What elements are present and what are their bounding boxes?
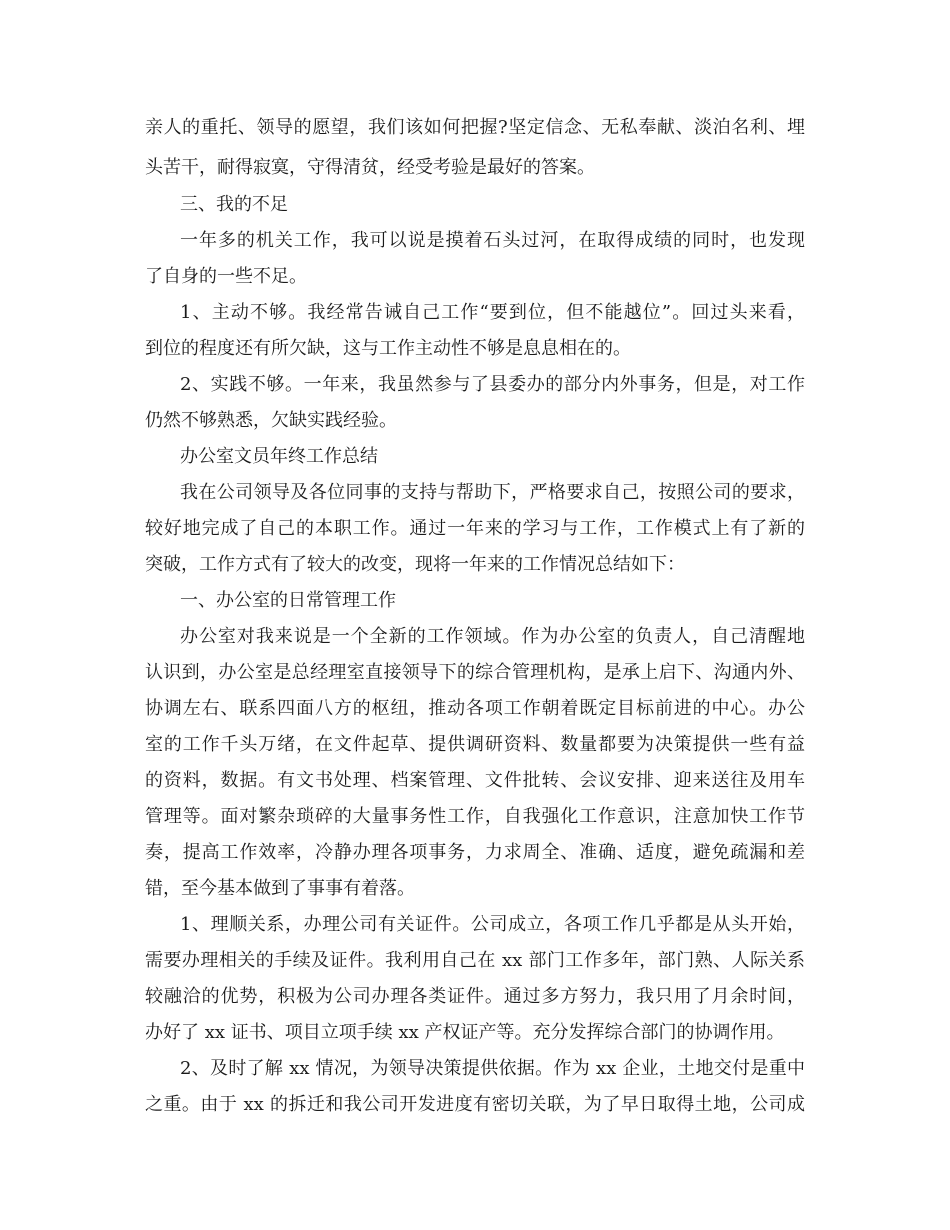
- text-line: 到位的程度还有所欠缺，这与工作主动性不够是息息相在的。: [145, 338, 631, 359]
- text-line: 奏，提高工作效率，冷静办理各项事务，力求周全、准确、适度，避免疏漏和差: [145, 842, 805, 863]
- text-line: 头苦干，耐得寂寞，守得清贫，经受考验是最好的答案。: [145, 157, 595, 178]
- text-line: 的资料，数据。有文书处理、档案管理、文件批转、会议安排、迎来送往及用车: [145, 770, 805, 791]
- text-line: 1、主动不够。我经常告诫自己工作“要到位，但不能越位”。回过头来看，: [180, 302, 805, 323]
- text-line: 办好了 xx 证书、项目立项手续 xx 产权证产等。充分发挥综合部门的协调作用。: [145, 1022, 785, 1043]
- text-line: 2、及时了解 xx 情况，为领导决策提供依据。作为 xx 企业，土地交付是重中: [180, 1058, 805, 1079]
- text-line: 认识到，办公室是总经理室直接领导下的综合管理机构，是承上启下、沟通内外、: [145, 662, 805, 683]
- text-line: 较融洽的优势，积极为公司办理各类证件。通过多方努力，我只用了月余时间，: [145, 986, 805, 1007]
- section-heading: 一、办公室的日常管理工作: [180, 590, 396, 611]
- text-line: 错，至今基本做到了事事有着落。: [145, 878, 415, 899]
- text-line: 办公室对我来说是一个全新的工作领域。作为办公室的负责人，自己清醒地: [180, 626, 805, 647]
- text-line: 了自身的一些不足。: [145, 266, 307, 287]
- text-line: 管理等。面对繁杂琐碎的大量事务性工作，自我强化工作意识，注意加快工作节: [145, 806, 805, 827]
- text-line: 仍然不够熟悉，欠缺实践经验。: [145, 410, 397, 431]
- text-line: 需要办理相关的手续及证件。我利用自己在 xx 部门工作多年，部门熟、人际关系: [145, 950, 805, 971]
- text-line: 亲人的重托、领导的愿望，我们该如何把握?坚定信念、无私奉献、淡泊名利、埋: [145, 117, 805, 138]
- text-line: 较好地完成了自己的本职工作。通过一年来的学习与工作，工作模式上有了新的: [145, 518, 805, 539]
- text-line: 协调左右、联系四面八方的枢纽，推动各项工作朝着既定目标前进的中心。办公: [145, 698, 805, 719]
- text-line: 之重。由于 xx 的拆迁和我公司开发进度有密切关联，为了早日取得土地，公司成: [145, 1094, 805, 1115]
- text-line: 2、实践不够。一年来，我虽然参与了县委办的部分内外事务，但是，对工作: [180, 374, 805, 395]
- section-heading: 三、我的不足: [180, 194, 288, 215]
- text-line: 室的工作千头万绪，在文件起草、提供调研资料、数量都要为决策提供一些有益: [145, 734, 805, 755]
- text-line: 突破，工作方式有了较大的改变，现将一年来的工作情况总结如下：: [145, 554, 685, 575]
- text-line: 1、理顺关系，办理公司有关证件。公司成立，各项工作几乎都是从头开始，: [180, 914, 805, 935]
- document-title: 办公室文员年终工作总结: [180, 446, 378, 467]
- text-line: 我在公司领导及各位同事的支持与帮助下，严格要求自己，按照公司的要求，: [180, 482, 805, 503]
- text-line: 一年多的机关工作，我可以说是摸着石头过河，在取得成绩的同时，也发现: [180, 230, 805, 251]
